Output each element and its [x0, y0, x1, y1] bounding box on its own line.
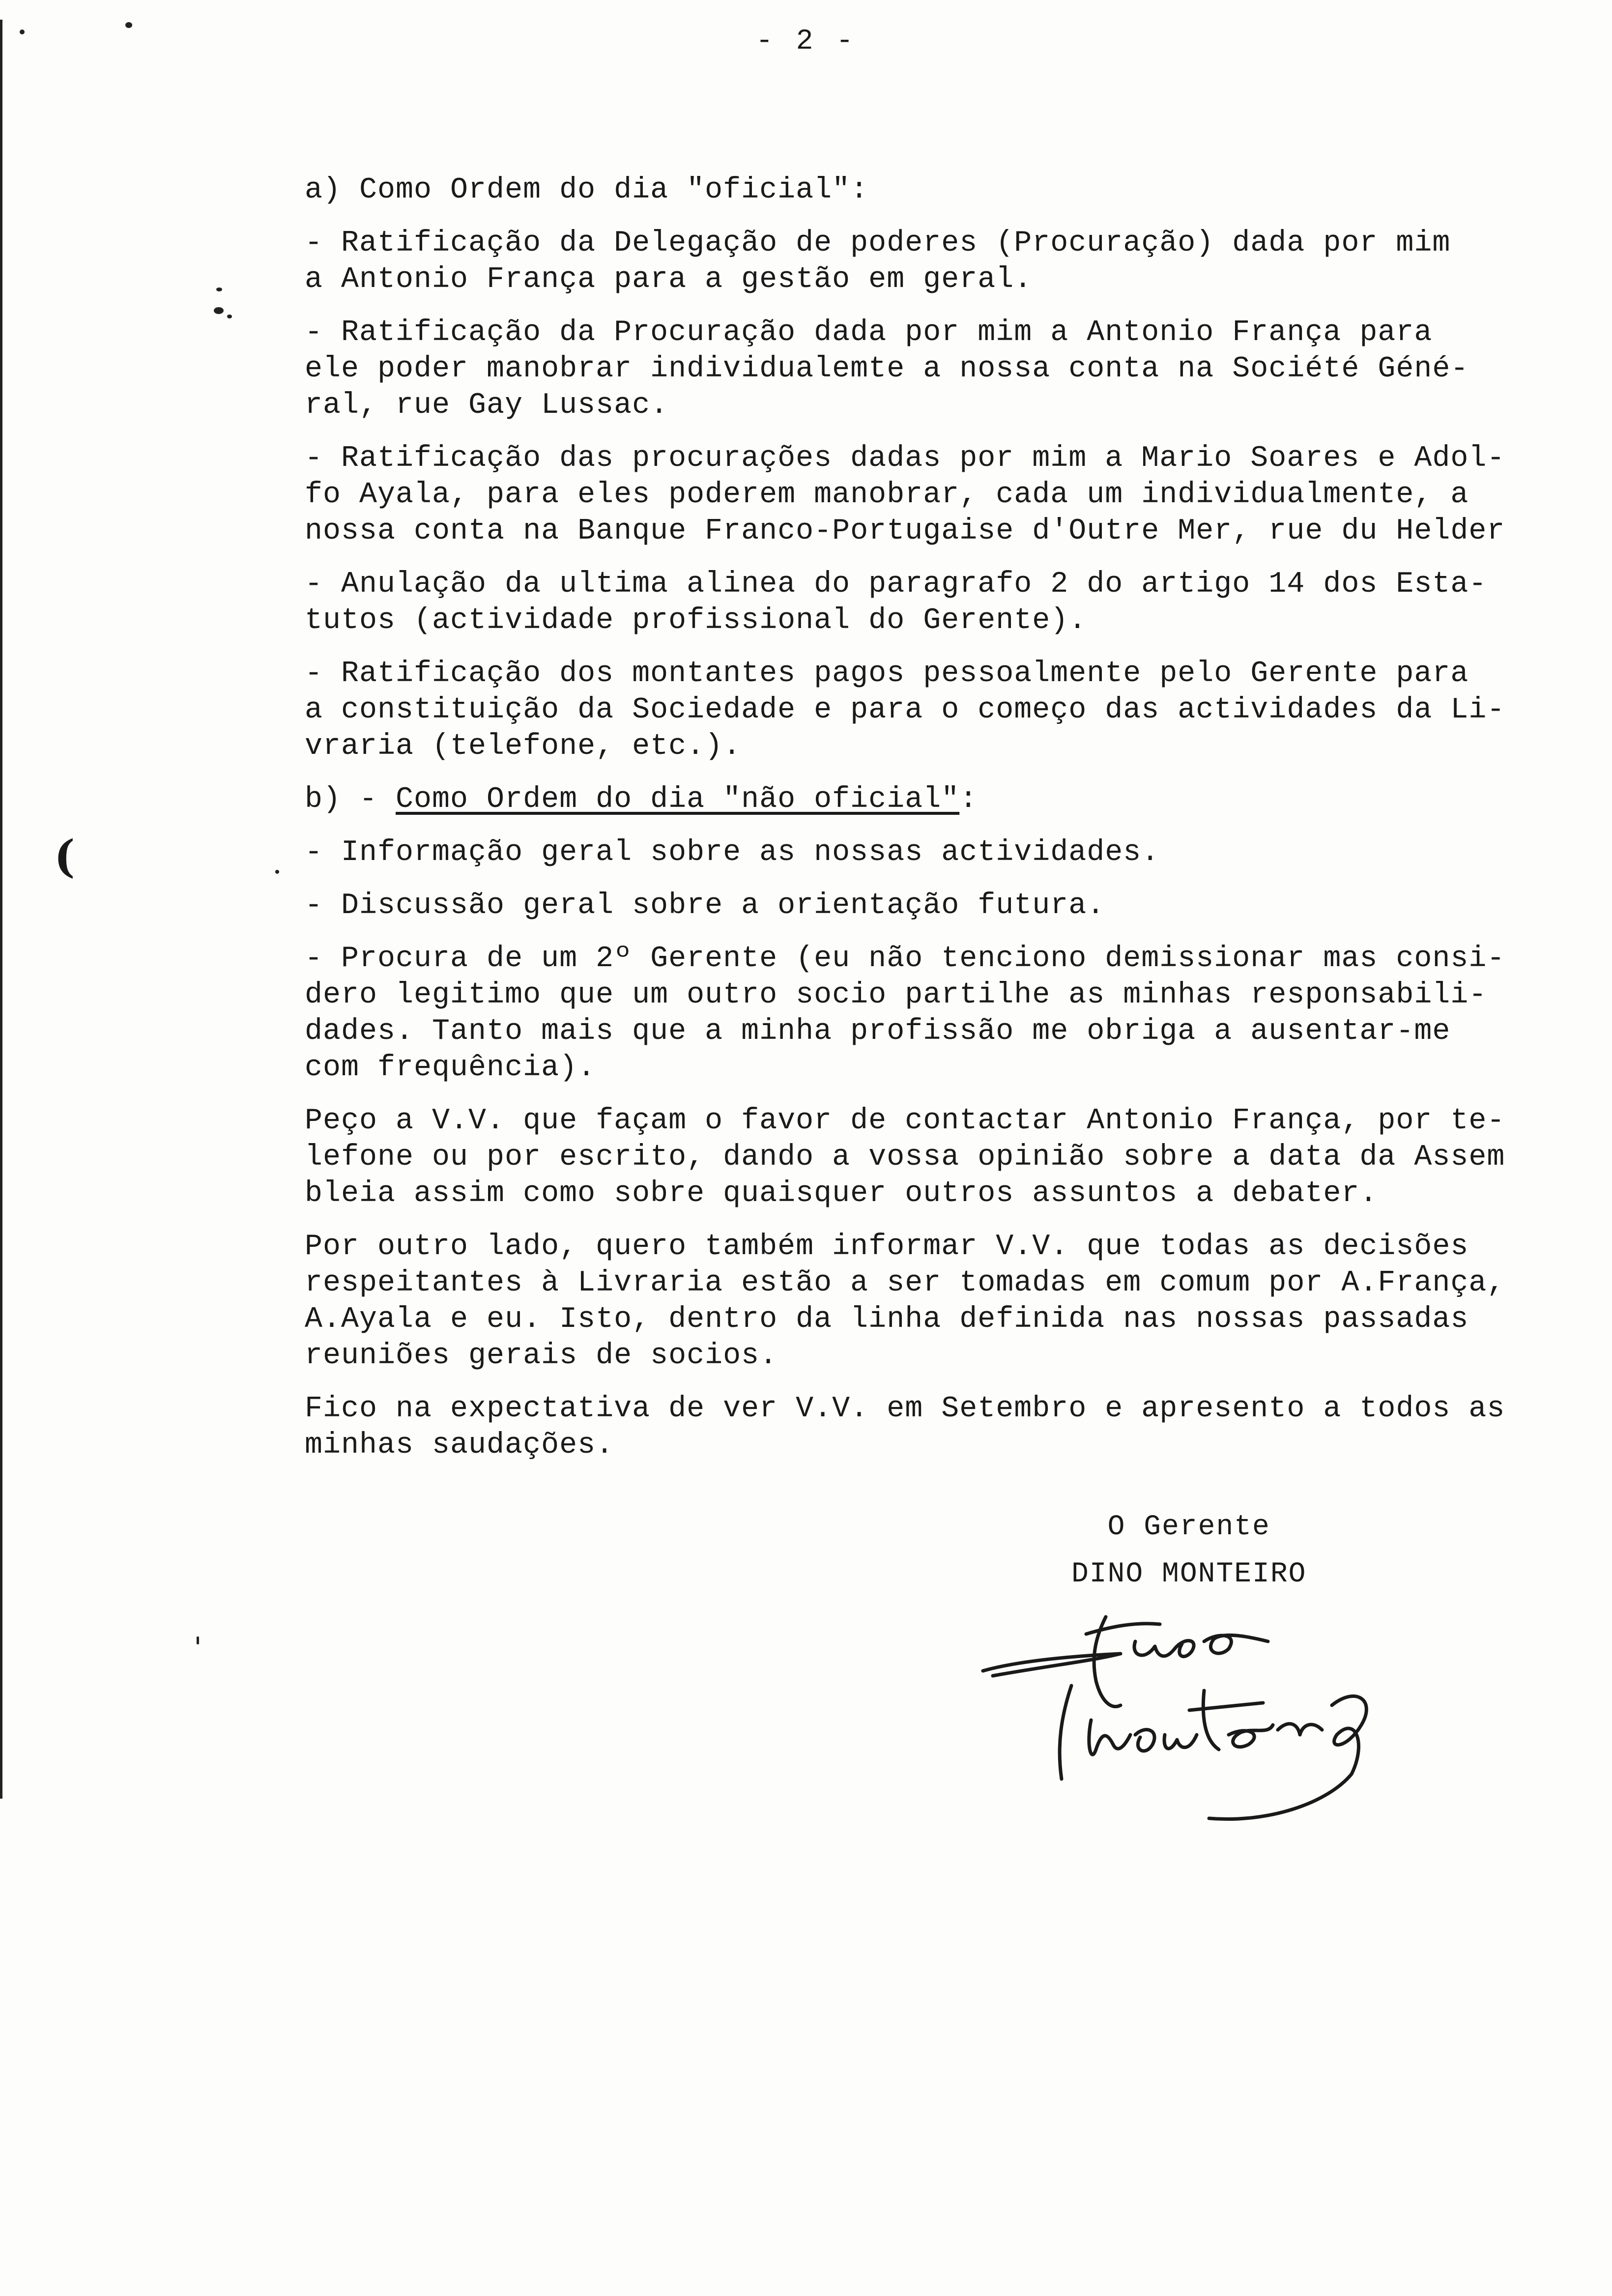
- agenda-item: - Ratificação das procurações dadas por mim a Mario Soares e Adol- fo Ayala, para eles poderem manobrar, cada um individualmente, a nossa conta na Banque Franco-Portugaise d'Outre Mer, rue du Helder: [305, 442, 1505, 548]
- speck-mark: [216, 287, 222, 291]
- speck-mark: [275, 870, 279, 874]
- speck-mark: [227, 315, 232, 318]
- page-number: - 2 -: [755, 26, 857, 57]
- agenda-item: - Ratificação dos montantes pagos pessoalmente pelo Gerente para a constituição da Sociedade e para o começo das actividades da Li- vraria (telefone, etc.).: [305, 657, 1505, 763]
- signer-role: O Gerente: [1107, 1511, 1270, 1543]
- letter-paragraph: Fico na expectativa de ver V.V. em Setembro e apresento a todos as minhas saudações.: [305, 1392, 1505, 1462]
- speck-mark: [214, 307, 224, 314]
- signature-block: [1071, 1504, 1306, 1598]
- agenda-item: - Discussão geral sobre a orientação futura.: [305, 889, 1105, 922]
- heading-prefix: b) -: [305, 783, 396, 816]
- letter-paragraph: Peço a V.V. que façam o favor de contactar Antonio França, por te- lefone ou por escrito, dando a vossa opinião sobre a data da Assem bleia assim como sobre quaisquer outros assuntos a debater.: [305, 1104, 1505, 1210]
- handwritten-signature: [973, 1587, 1445, 1833]
- letter-body: [305, 172, 1612, 1480]
- heading-suffix: :: [959, 783, 978, 816]
- heading-underlined: Como Ordem do dia "não oficial": [396, 783, 960, 816]
- speck-mark: [197, 1636, 199, 1644]
- official-agenda-heading: a) Como Ordem do dia "oficial":: [305, 173, 869, 207]
- signer-name: DINO MONTEIRO: [1071, 1558, 1307, 1590]
- page-edge-shadow: [0, 20, 2, 1799]
- agenda-item: - Ratificação da Delegação de poderes (Procuração) dada por mim a Antonio França para a gestão em geral.: [305, 227, 1451, 296]
- agenda-item: - Ratificação da Procuração dada por mim a Antonio França para ele poder manobrar individualemte a nossa conta na Société Géné- ral, rue Gay Lussac.: [305, 316, 1469, 422]
- stray-mark: (: [54, 831, 75, 883]
- agenda-item: - Informação geral sobre as nossas actividades.: [305, 836, 1160, 869]
- unofficial-agenda-heading: [305, 781, 1612, 818]
- agenda-item: - Procura de um 2º Gerente (eu não tenciono demissionar mas consi- dero legitimo que um outro socio partilhe as minhas responsabili- dades. Tanto mais que a minha profissão me obriga a ausentar-me com frequência).: [305, 942, 1505, 1085]
- agenda-item: - Anulação da ultima alinea do paragrafo 2 do artigo 14 dos Esta- tutos (actividade profissional do Gerente).: [305, 568, 1487, 637]
- letter-paragraph: Por outro lado, quero também informar V.V. que todas as decisões respeitantes à Livraria estão a ser tomadas em comum por A.França, A.Ayala e eu. Isto, dentro da linha definida nas nossas passadas reuniões gerais de socios.: [305, 1230, 1505, 1373]
